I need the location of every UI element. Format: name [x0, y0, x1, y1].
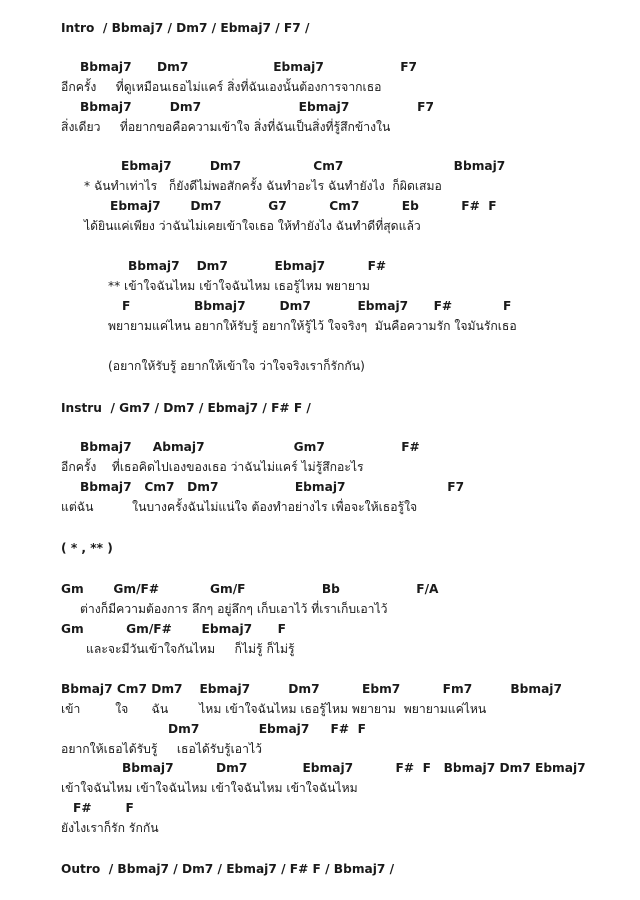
- chorus-chords-2: F Bbmaj7 Dm7 Ebmaj7 F# F: [122, 299, 512, 313]
- verse1-lyric-1: อีกครั้ง ที่ดูเหมือนเธอไม่แคร์ สิ่งที่ฉันเองนั้นต้องการจากเธอ: [61, 80, 382, 94]
- bridge-lyric-1: ต่างก็มีความต้องการ ลึกๆ อยู่ลึกๆ เก็บเอาไว้ ที่เราเก็บเอาไว้: [80, 602, 388, 616]
- ending-chords-3: Bbmaj7 Dm7 Ebmaj7 F# F Bbmaj7 Dm7 Ebmaj7: [122, 761, 586, 775]
- prechorus-chords-1: Ebmaj7 Dm7 Cm7 Bbmaj7: [121, 159, 506, 173]
- ending-lyric-2: อยากให้เธอได้รับรู้ เธอได้รับรู้เอาไว้: [61, 742, 262, 756]
- bridge-chords-1: Gm Gm/F# Gm/F Bb F/A: [61, 582, 439, 596]
- chorus-chords-1: Bbmaj7 Dm7 Ebmaj7 F#: [128, 259, 387, 273]
- ending-lyric-4: ยังไงเราก็รัก รักกัน: [61, 821, 159, 835]
- ending-chords-1: Bbmaj7 Cm7 Dm7 Ebmaj7 Dm7 Ebm7 Fm7 Bbmaj7: [61, 682, 562, 696]
- ending-chords-4: F# F: [73, 801, 134, 815]
- verse1-chords-1: Bbmaj7 Dm7 Ebmaj7 F7: [80, 60, 418, 74]
- ending-lyric-1: เข้า ใจ ฉัน ไหม เข้าใจฉันไหม เธอรู้ไหม พยายาม พยายามแค่ไหน: [61, 702, 487, 716]
- repeat-marker: ( * , ** ): [61, 541, 113, 555]
- verse2-chords-1: Bbmaj7 Abmaj7 Gm7 F#: [80, 440, 420, 454]
- bridge-chords-2: Gm Gm/F# Ebmaj7 F: [61, 622, 286, 636]
- ending-lyric-3: เข้าใจฉันไหม เข้าใจฉันไหม เข้าใจฉันไหม เข้าใจฉันไหม: [61, 781, 358, 795]
- instru-line: Instru / Gm7 / Dm7 / Ebmaj7 / F# F /: [61, 401, 311, 415]
- verse2-chords-2: Bbmaj7 Cm7 Dm7 Ebmaj7 F7: [80, 480, 465, 494]
- intro-line: Intro / Bbmaj7 / Dm7 / Ebmaj7 / F7 /: [61, 21, 310, 35]
- verse2-lyric-1: อีกครั้ง ที่เธอคิดไปเองของเธอ ว่าฉันไม่แคร์ ไม่รู้สึกอะไร: [61, 460, 364, 474]
- chorus-note: (อยากให้รับรู้ อยากให้เข้าใจ ว่าใจจริงเราก็รักกัน): [108, 359, 365, 373]
- verse1-lyric-2: สิ่งเดียว ที่อยากขอคือความเข้าใจ สิ่งที่ฉันเป็นสิ่งที่รู้สึกข้างใน: [61, 120, 391, 134]
- chorus-lyric-2: พยายามแค่ไหน อยากให้รับรู้ อยากให้รู้ไว้ ใจจริงๆ มันคือความรัก ใจมันรักเธอ: [108, 319, 517, 333]
- chorus-lyric-1: ** เข้าใจฉันไหม เข้าใจฉันไหม เธอรู้ไหม พยายาม: [108, 279, 370, 293]
- prechorus-lyric-1: * ฉันทำเท่าไร ก็ยังดีไม่พอสักครั้ง ฉันทำอะไร ฉันทำยังไง ก็ผิดเสมอ: [84, 179, 442, 193]
- outro-line: Outro / Bbmaj7 / Dm7 / Ebmaj7 / F# F / Bbmaj7 /: [61, 862, 395, 876]
- prechorus-lyric-2: ได้ยินแค่เพียง ว่าฉันไม่เคยเข้าใจเธอ ให้ทำยังไง ฉันทำดีที่สุดแล้ว: [84, 219, 421, 233]
- ending-chords-2: Dm7 Ebmaj7 F# F: [168, 722, 366, 736]
- verse2-lyric-2: แต่ฉัน ในบางครั้งฉันไม่แน่ใจ ต้องทำอย่างไร เพื่อจะให้เธอรู้ใจ: [61, 500, 418, 514]
- verse1-chords-2: Bbmaj7 Dm7 Ebmaj7 F7: [80, 100, 434, 114]
- prechorus-chords-2: Ebmaj7 Dm7 G7 Cm7 Eb F# F: [110, 199, 497, 213]
- bridge-lyric-2: และจะมีวันเข้าใจกันไหม ก็ไม่รู้ ก็ไม่รู้: [86, 642, 295, 656]
